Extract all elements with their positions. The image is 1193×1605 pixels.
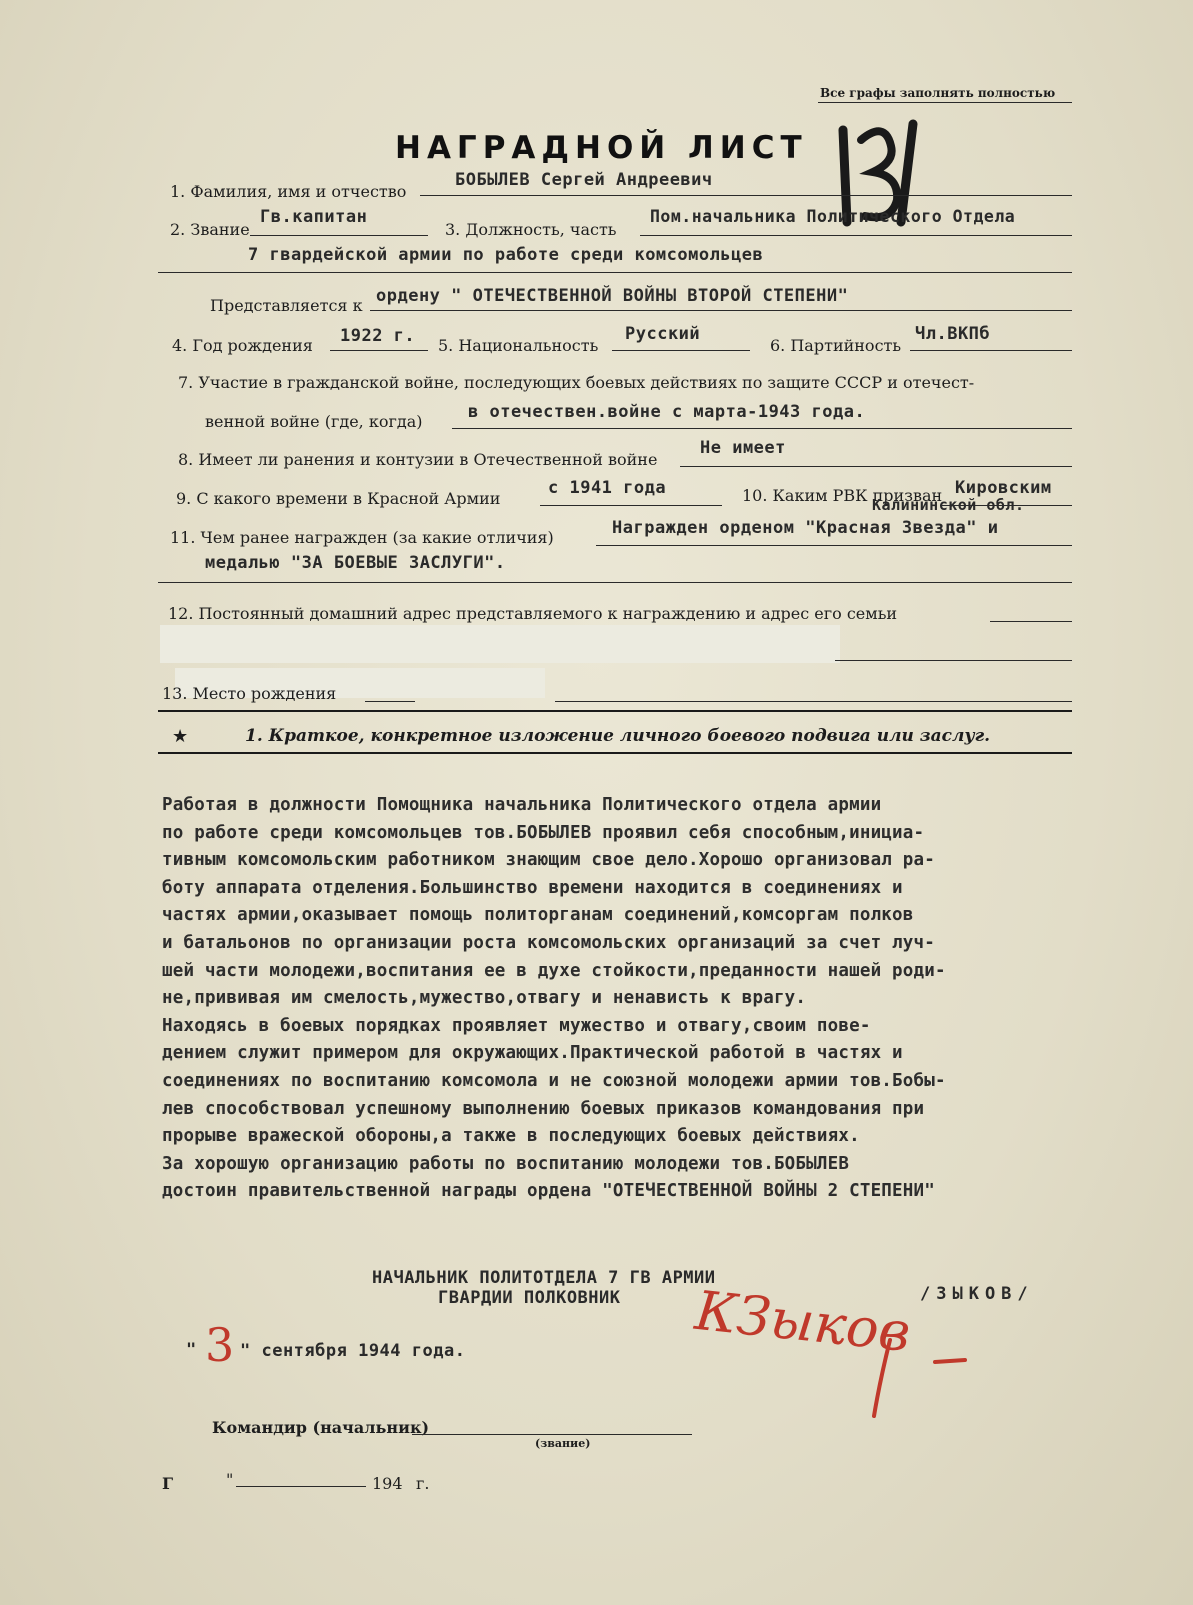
merit-line: и батальонов по организации роста комсомольских организаций за счет луч- [162,932,935,953]
merit-line: боту аппарата отделения.Большинство времени находится в соединениях и [162,877,903,898]
prior-awards-value-line1: Награжден орденом "Красная Звезда" и [612,518,999,538]
merit-line: Работая в должности Помощника начальника Политического отдела армии [162,795,882,815]
award-value: ордену " ОТЕЧЕСТВЕННОЙ ВОЙНЫ ВТОРОЙ СТЕПЕНИ" [376,286,849,306]
commander-year-suffix: г. [416,1474,430,1493]
fill-all-fields-note: Все графы заполнять полностью [820,86,1056,100]
section-top-rule [158,710,1072,712]
nationality-value: Русский [625,324,701,344]
merit-line: шей части молодежи,воспитания ее в духе стойкости,преданности нашей роди- [162,960,946,981]
prior-awards-value-line2: медалью "ЗА БОЕВЫЕ ЗАСЛУГИ". [205,553,506,573]
wounds-value: Не имеет [700,438,786,458]
field-10-line [940,505,1072,506]
rvk-label: 10. Каким РВК призван [742,486,943,505]
field-6-line [910,350,1072,351]
commander-label: Командир (начальник) [212,1418,430,1437]
award-label: Представляется к [210,296,363,315]
document-title: НАГРАДНОЙ ЛИСТ [395,130,808,166]
commander-year: 194 [372,1474,403,1493]
merit-line: Находясь в боевых порядках проявляет мужество и отвагу,своим пове- [162,1015,871,1036]
field-3-line [640,235,1072,236]
surname-name-value: БОБЫЛЕВ Сергей Андреевич [455,170,713,190]
star-icon: ★ [172,726,189,747]
field-1-line [420,195,1072,196]
merit-line: тивным комсомольским работником знающим свое дело.Хорошо организовал ра- [162,850,935,871]
rank-sublabel: (звание) [535,1437,591,1450]
field-11-line [596,545,1072,546]
army-since-label: 9. С какого времени в Красной Армии [176,489,501,508]
section-heading: 1. Краткое, конкретное изложение личного боевого подвига или заслуг. [245,726,991,746]
birthplace-label: 13. Место рождения [162,684,337,703]
surname-name-label: 1. Фамилия, имя и отчество [170,182,407,201]
merit-line: по работе среди комсомольцев тов.БОБЫЛЕВ проявил себя способным,инициа- [162,822,925,843]
field-7-line [452,428,1072,429]
rvk-value-line2: Калининской обл. [872,496,1025,514]
field-5-line [612,350,750,351]
field-4-line [330,350,428,351]
wounds-label: 8. Имеет ли ранения и контузии в Отечественной войне [178,450,658,469]
war-participation-label-line2: венной войне (где, когда) [205,412,423,431]
nationality-label: 5. Национальность [438,336,599,355]
merit-line: не,прививая им смелость,мужество,отвагу и ненависть к врагу. [162,988,807,1009]
war-participation-label-line1: 7. Участие в гражданской войне, последующих боевых действиях по защите СССР и отечест- [178,373,975,392]
position-value-line1: Пом.начальника Политического Отдела [650,207,1016,226]
field-13-line-a [365,701,415,702]
prior-awards-label: 11. Чем ранее награжден (за какие отличия) [170,528,554,547]
field-9-line [540,505,722,506]
war-participation-value: в отечествен.войне с марта-1943 года. [468,402,866,422]
commander-date-line [236,1486,366,1487]
home-address-label: 12. Постоянный домашний адрес представляемого к награждению и адрес его семьи [168,604,898,623]
signatory-title-line2: ГВАРДИИ ПОЛКОВНИК [438,1288,621,1308]
position-value-line2: 7 гвардейской армии по работе среди комсомольцев [248,245,764,265]
date-day: 3 [205,1318,235,1372]
merit-line: лев способствовал успешному выполнению боевых приказов командования при [162,1098,925,1119]
handwritten-signature: КЗыков [692,1278,914,1365]
signature-flourish [840,1330,980,1420]
merit-line: достоин правительственной награды ордена "ОТЕЧЕСТВЕННОЙ ВОЙНЫ 2 СТЕПЕНИ" [162,1181,935,1202]
party-label: 6. Партийность [770,336,902,355]
birth-year-label: 4. Год рождения [172,336,313,355]
commander-date-quote: " [226,1470,234,1489]
birth-year-value: 1922 г. [340,326,416,346]
redacted-address-area [160,625,840,663]
field-12-line2 [835,660,1072,661]
mp-mark: Г [162,1474,174,1493]
merit-line: дением служит примером для окружающих.Практической работой в частях и [162,1043,903,1064]
award-line [370,310,1072,311]
signatory-name: /ЗЫКОВ/ [920,1284,1034,1304]
section-bottom-rule [158,752,1072,754]
merit-line: За хорошую организацию работы по воспитанию молодежи тов.БОБЫЛЕВ [162,1153,850,1174]
field-2-line [250,235,428,236]
commander-line [412,1434,692,1435]
signatory-title-line1: НАЧАЛЬНИК ПОЛИТОТДЕЛА 7 ГВ АРМИИ [372,1268,716,1288]
field-3-line2 [158,272,1072,273]
rvk-value-line1: Кировским [955,478,1052,498]
merit-line: прорыве вражеской обороны,а также в последующих боевых действиях. [162,1126,860,1147]
rank-value: Гв.капитан [260,207,368,227]
position-label: 3. Должность, часть [445,220,617,239]
date-open-quote: " [186,1340,197,1360]
field-13-line-b [555,701,1072,702]
date-rest: " сентября 1944 года. [240,1341,466,1361]
rank-label: 2. Звание [170,220,250,239]
field-11-line2 [158,582,1072,583]
field-8-line [680,466,1072,467]
army-since-value: с 1941 года [548,478,667,498]
top-note-underline [818,102,1072,103]
merit-description [162,792,1122,1206]
merit-line: частях армии,оказывает помощь политорганам соединений,комсоргам полков [162,905,914,926]
party-value: Чл.ВКПб [915,324,991,344]
merit-line: соединениях по воспитанию комсомола и не союзной молодежи армии тов.Бобы- [162,1070,946,1091]
field-12-line [990,621,1072,622]
